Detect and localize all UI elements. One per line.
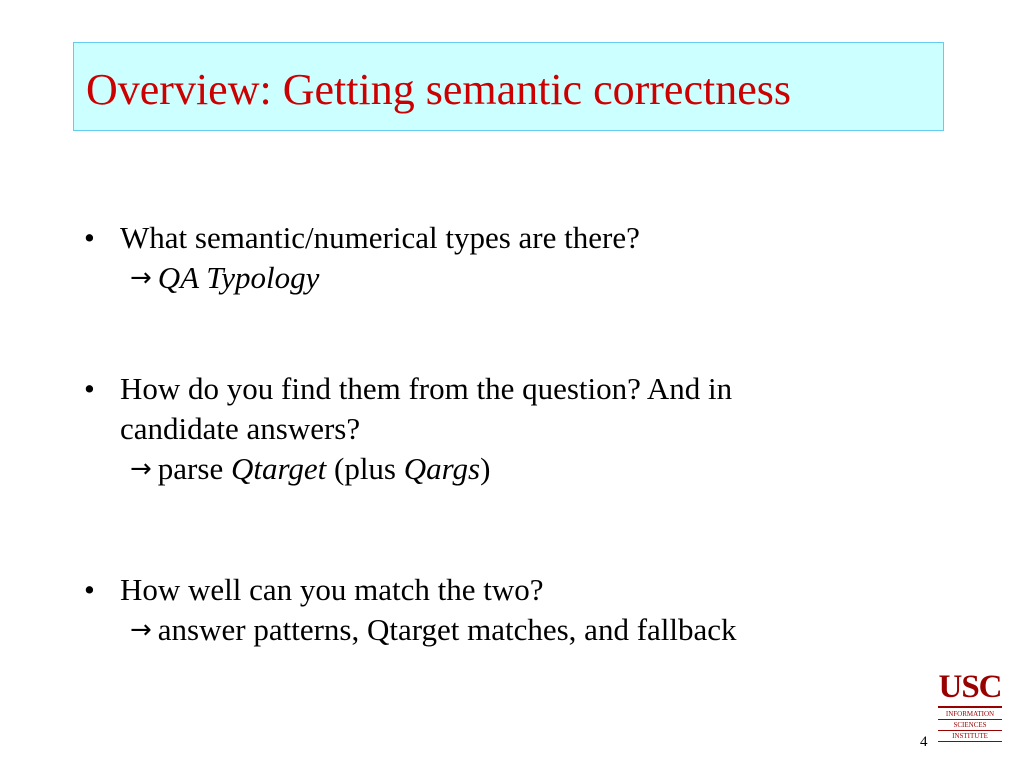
bullet-result	[120, 610, 940, 650]
slide-title: Overview: Getting semantic correctness	[86, 65, 791, 114]
logo-line: SCIENCES	[953, 721, 987, 729]
bullet-body	[120, 570, 940, 650]
bullet-body	[120, 369, 940, 489]
usc-isi-logo	[938, 670, 1002, 748]
result-text: parse	[157, 451, 231, 486]
bullet-body	[120, 218, 940, 298]
result-term: Qtarget	[230, 451, 327, 486]
logo-line: INFORMATION	[945, 710, 995, 718]
logo-letters: USC	[938, 669, 1002, 705]
bullet-marker: •	[84, 371, 95, 406]
arrow-right-icon: →	[130, 263, 152, 293]
title-box	[73, 42, 944, 131]
bullet-result	[120, 449, 940, 489]
result-term: Qargs	[403, 451, 481, 486]
bullet-text: How well can you match the two?	[120, 572, 544, 607]
result-term: QA Typology	[157, 260, 320, 295]
arrow-right-icon: →	[130, 615, 152, 645]
logo-line: INSTITUTE	[952, 732, 988, 740]
result-text: (plus	[326, 451, 404, 486]
arrow-right-icon: →	[130, 454, 152, 484]
bullet-text: How do you find them from the question? And in	[120, 371, 733, 406]
bullet-text-continued: candidate answers?	[120, 411, 361, 446]
result-text: )	[480, 451, 491, 486]
result-text: answer patterns, Qtarget matches, and fallback	[157, 612, 737, 647]
bullet-marker: •	[84, 220, 95, 255]
page-number: 4	[920, 734, 928, 750]
logo-divider	[938, 741, 1002, 742]
bullet-text: What semantic/numerical types are there?	[120, 220, 640, 255]
bullet-result	[120, 258, 940, 298]
bullet-marker: •	[84, 572, 95, 607]
logo-divider	[938, 706, 1002, 708]
